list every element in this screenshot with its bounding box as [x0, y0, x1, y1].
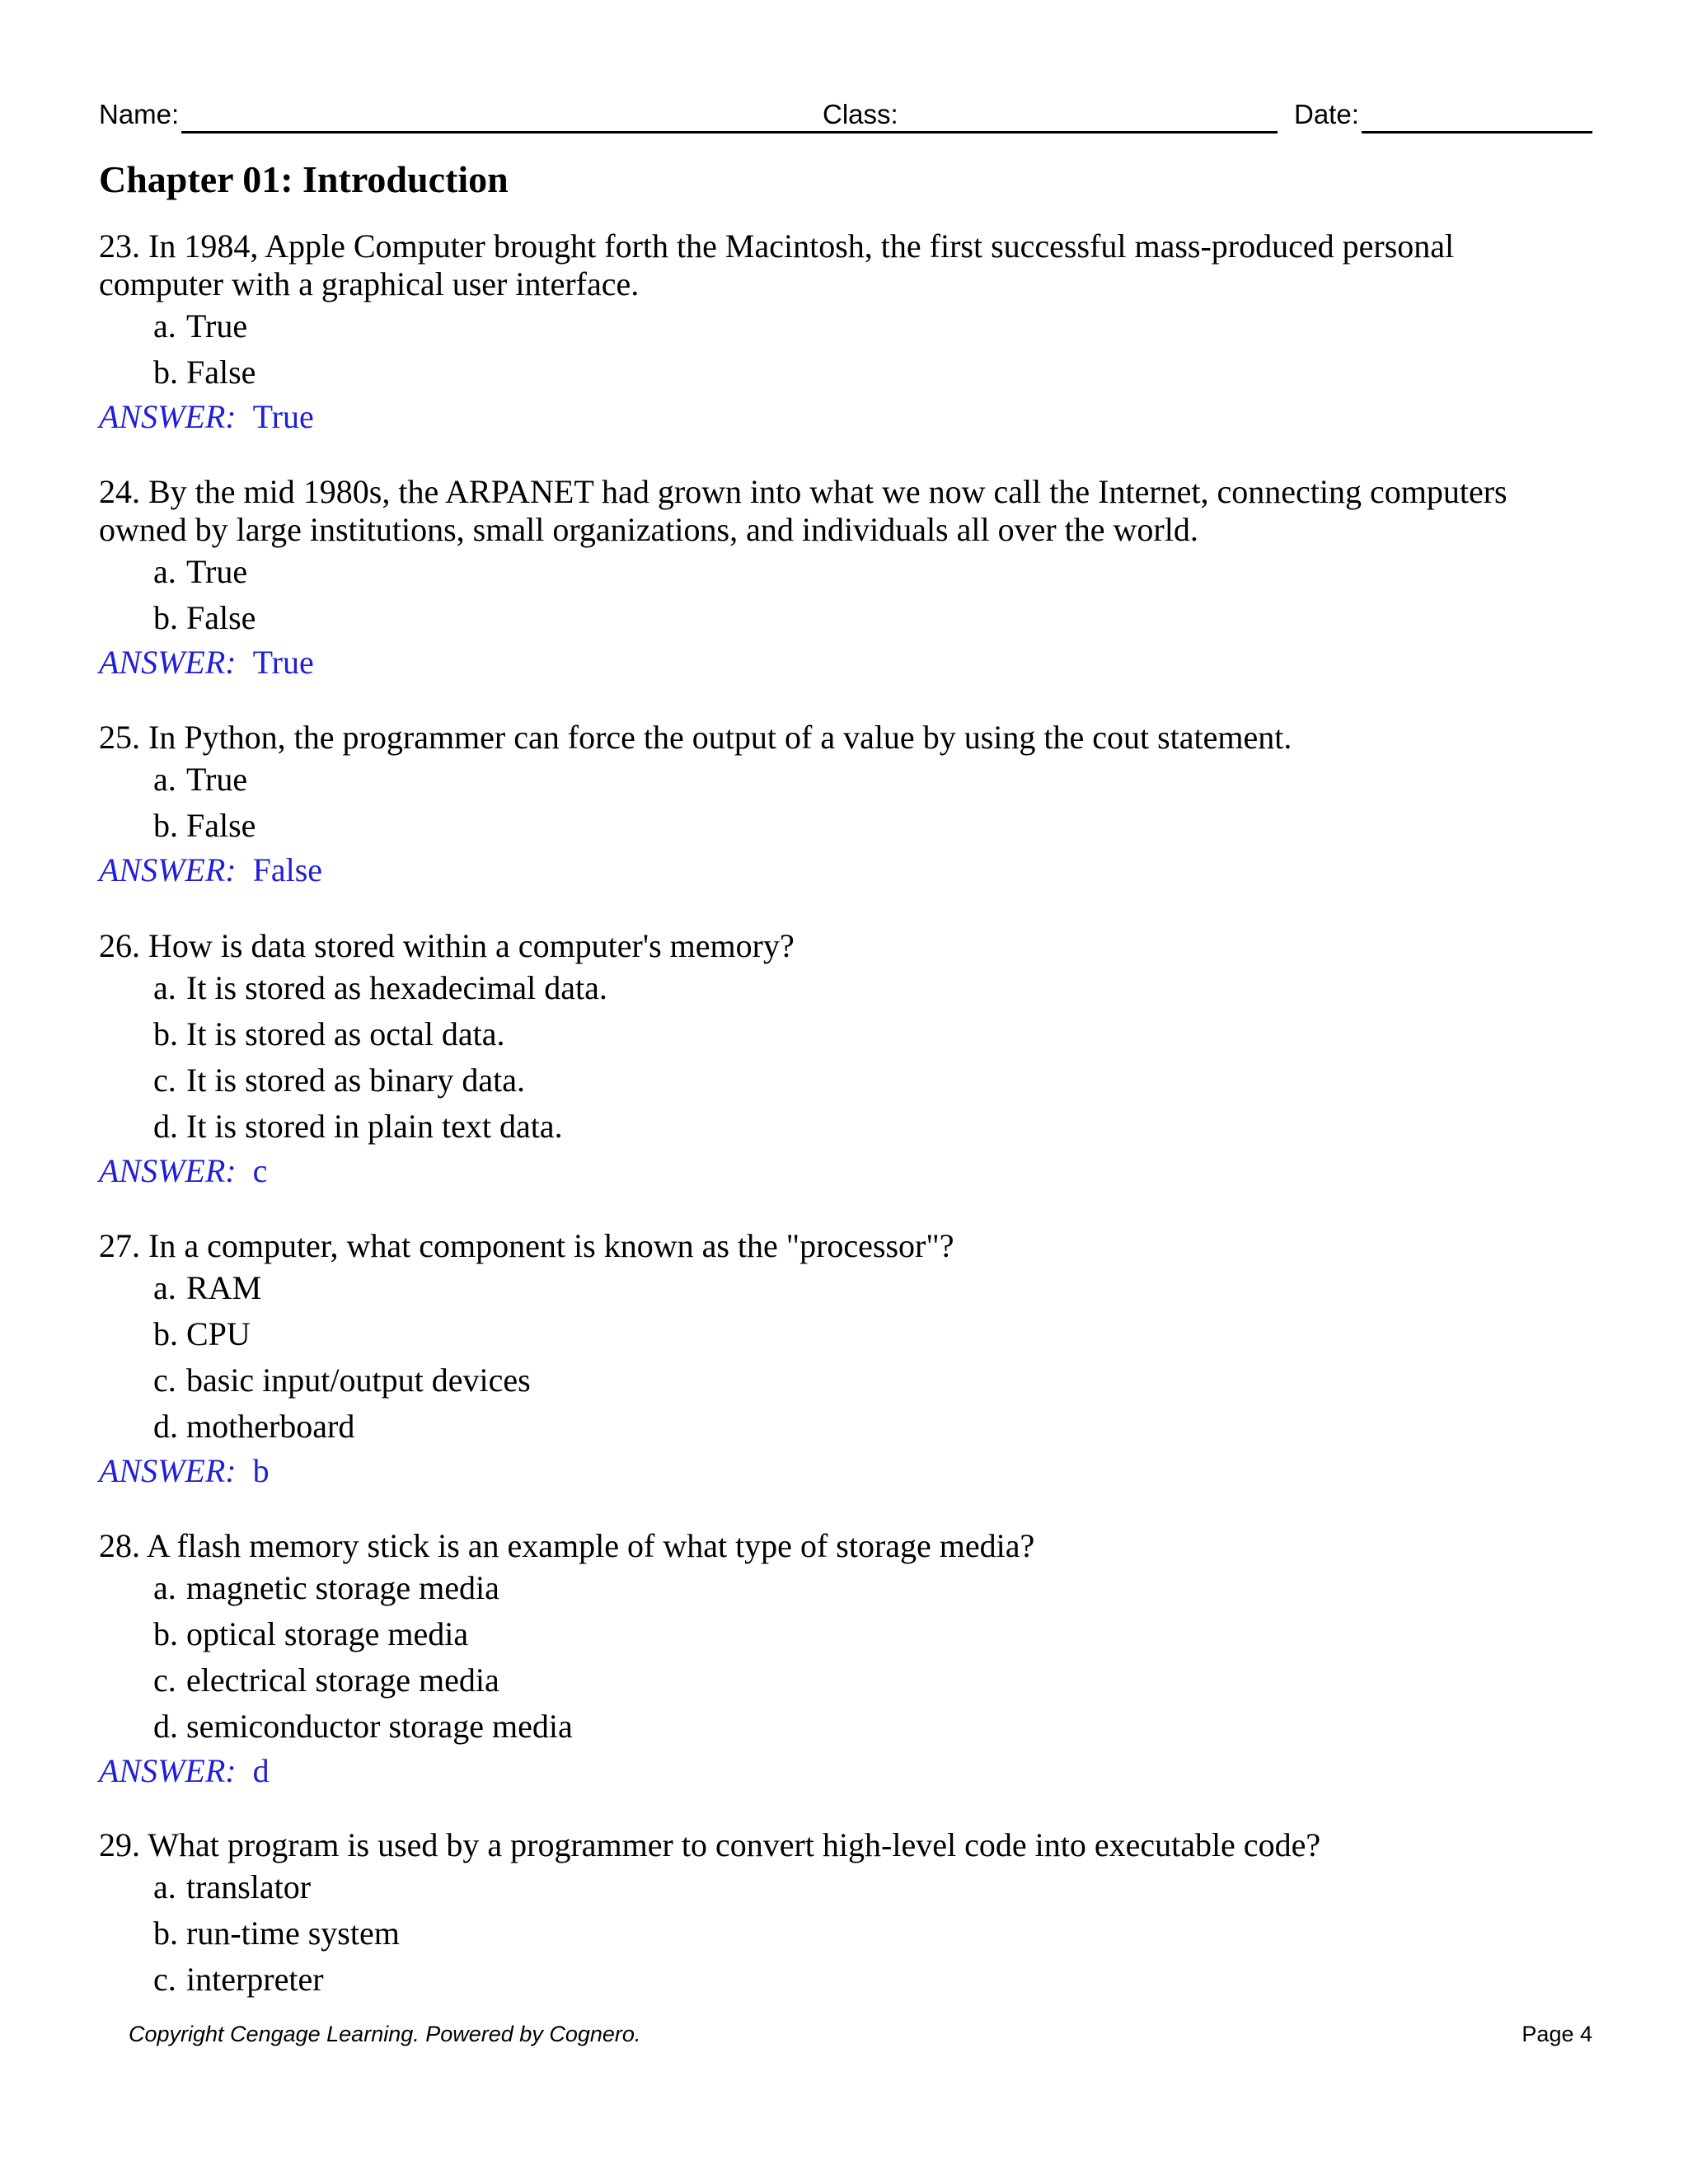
- choice-text: motherboard: [186, 1408, 355, 1445]
- choice-letter: d.: [153, 1408, 178, 1445]
- choice-a: [153, 549, 1582, 595]
- choice-letter: c.: [153, 1062, 176, 1099]
- question-stem: 27. In a computer, what component is known as the "processor"?: [99, 1227, 954, 1264]
- choice-c: [153, 1057, 1582, 1104]
- class-label: Class:: [823, 99, 898, 129]
- choice-letter: d.: [153, 1108, 178, 1145]
- choice-letter: a.: [153, 1868, 176, 1905]
- question-stem: 29. What program is used by a programmer to convert high-level code into executable code?: [99, 1826, 1321, 1863]
- choice-letter: a.: [153, 761, 176, 798]
- answer-label: ANSWER:: [99, 1752, 237, 1789]
- answer-value: True: [252, 644, 314, 681]
- choice-letter: b.: [153, 1015, 178, 1052]
- answer-label: ANSWER:: [99, 1152, 237, 1189]
- choice-letter: a.: [153, 1569, 176, 1606]
- choice-letter: a.: [153, 307, 176, 344]
- question-28: [99, 1527, 1582, 1793]
- answer-label: ANSWER:: [99, 398, 237, 435]
- choice-a: [153, 1265, 1582, 1311]
- choice-text: It is stored in plain text data.: [186, 1108, 563, 1145]
- question-29: [99, 1826, 1582, 2003]
- answer-label: ANSWER:: [99, 1452, 237, 1489]
- choice-c: [153, 1957, 1582, 2003]
- choice-text: basic input/output devices: [186, 1361, 531, 1399]
- choice-letter: c.: [153, 1661, 176, 1699]
- answer-value: False: [252, 851, 323, 888]
- choice-text: False: [186, 807, 256, 844]
- choice-text: optical storage media: [186, 1615, 469, 1652]
- answer-label: ANSWER:: [99, 644, 237, 681]
- choice-letter: b.: [153, 1615, 178, 1652]
- copyright-footer: Copyright Cengage Learning. Powered by Cognero.: [129, 2022, 641, 2046]
- question-stem: 25. In Python, the programmer can force the output of a value by using the cout statement.: [99, 719, 1292, 756]
- choice-text: It is stored as octal data.: [186, 1015, 505, 1052]
- question-stem: 26. How is data stored within a computer's memory?: [99, 927, 795, 964]
- choice-d: [153, 1704, 1582, 1750]
- choice-b: [153, 1910, 1582, 1957]
- choice-d: [153, 1104, 1582, 1150]
- answer-line: [99, 1750, 1582, 1793]
- question-24: [99, 473, 1582, 684]
- answer-line: [99, 1150, 1582, 1193]
- name-label: Name:: [99, 99, 180, 129]
- answer-value: b: [252, 1452, 270, 1489]
- choice-text: CPU: [186, 1315, 251, 1352]
- choice-a: [153, 303, 1582, 349]
- choice-letter: b.: [153, 1315, 178, 1352]
- date-line: [1362, 131, 1592, 134]
- choice-text: It is stored as hexadecimal data.: [186, 969, 607, 1006]
- choice-letter: a.: [153, 969, 176, 1006]
- answer-line: [99, 641, 1582, 684]
- choice-letter: d.: [153, 1708, 178, 1745]
- choice-b: [153, 1011, 1582, 1057]
- choice-text: It is stored as binary data.: [186, 1062, 525, 1099]
- worksheet-header: [99, 95, 1592, 136]
- question-23: [99, 227, 1582, 438]
- answer-label: ANSWER:: [99, 851, 237, 888]
- choice-letter: b.: [153, 354, 178, 391]
- choice-text: semiconductor storage media: [186, 1708, 573, 1745]
- answer-line: [99, 396, 1582, 438]
- choice-b: [153, 803, 1582, 849]
- choice-text: interpreter: [186, 1961, 324, 1998]
- answer-value: True: [252, 398, 314, 435]
- question-25: [99, 719, 1582, 892]
- choice-text: True: [186, 307, 248, 344]
- choice-text: electrical storage media: [186, 1661, 499, 1699]
- choice-b: [153, 349, 1582, 396]
- choice-b: [153, 1611, 1582, 1657]
- question-26: [99, 927, 1582, 1193]
- choice-c: [153, 1357, 1582, 1404]
- question-stem: 23. In 1984, Apple Computer brought forth the Macintosh, the first successful mass-produced personal computer with a graphical user interface.: [99, 227, 1455, 302]
- choice-b: [153, 595, 1582, 641]
- name-line: [181, 131, 907, 134]
- choice-d: [153, 1404, 1582, 1450]
- date-label: Date:: [1294, 99, 1359, 129]
- choice-letter: a.: [153, 1269, 176, 1306]
- answer-line: [99, 849, 1582, 892]
- class-line: [897, 131, 1278, 134]
- choice-text: True: [186, 553, 248, 590]
- choice-text: RAM: [186, 1269, 262, 1306]
- choice-a: [153, 1565, 1582, 1611]
- answer-value: c: [252, 1152, 268, 1189]
- choice-text: magnetic storage media: [186, 1569, 499, 1606]
- chapter-title: Chapter 01: Introduction: [99, 158, 509, 200]
- choice-letter: c.: [153, 1361, 176, 1399]
- choice-text: run-time system: [186, 1915, 400, 1952]
- choice-c: [153, 1657, 1582, 1704]
- choice-letter: c.: [153, 1961, 176, 1998]
- choice-text: False: [186, 599, 256, 636]
- choice-a: [153, 965, 1582, 1011]
- choice-text: False: [186, 354, 256, 391]
- choice-letter: a.: [153, 553, 176, 590]
- choice-letter: b.: [153, 807, 178, 844]
- choice-text: translator: [186, 1868, 312, 1905]
- choice-letter: b.: [153, 1915, 178, 1952]
- page-number: Page 4: [1522, 2022, 1592, 2046]
- question-stem: 28. A flash memory stick is an example of what type of storage media?: [99, 1527, 1035, 1564]
- choice-b: [153, 1311, 1582, 1357]
- answer-value: d: [252, 1752, 270, 1789]
- answer-line: [99, 1450, 1582, 1493]
- choice-letter: b.: [153, 599, 178, 636]
- choice-a: [153, 757, 1582, 803]
- question-stem: 24. By the mid 1980s, the ARPANET had grown into what we now call the Internet, connecting computers owned by large institutions, small organizations, and individuals all over the world.: [99, 473, 1507, 548]
- choice-text: True: [186, 761, 248, 798]
- question-27: [99, 1227, 1582, 1493]
- choice-a: [153, 1864, 1582, 1910]
